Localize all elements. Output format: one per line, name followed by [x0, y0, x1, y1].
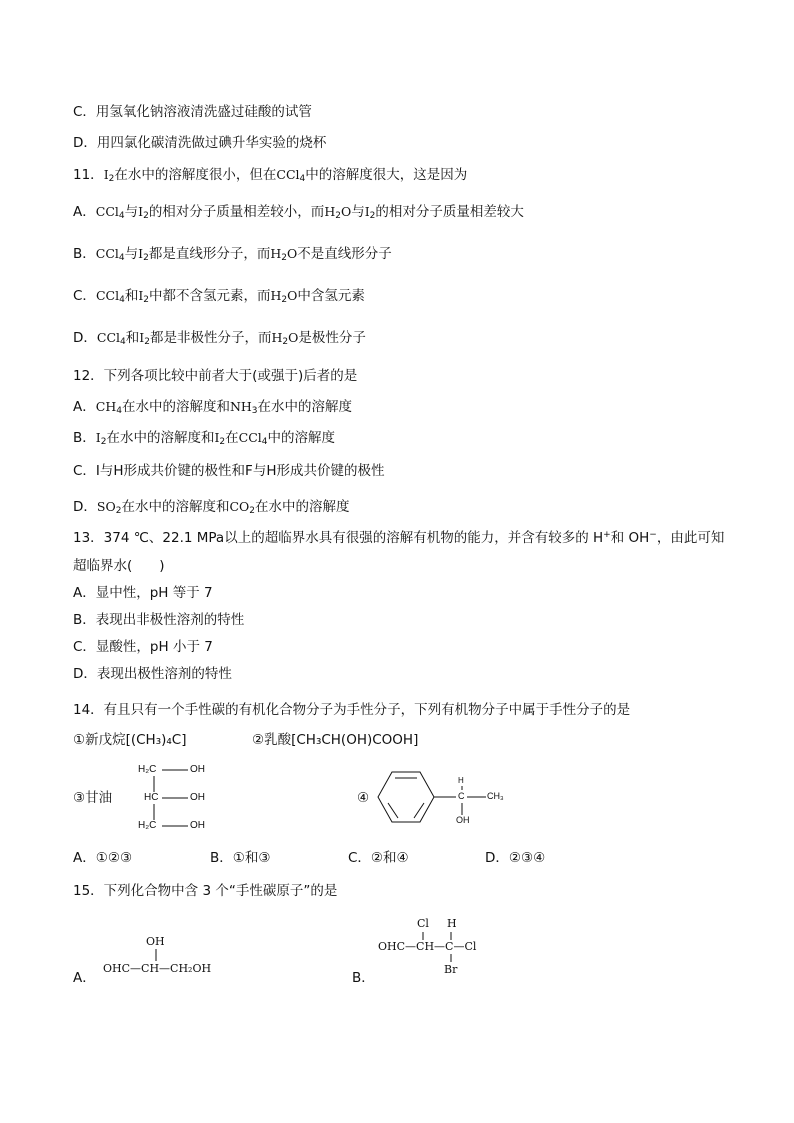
q11-option-c: C．CCl$_4$和$I_2$中都不含氢元素，而$H_2O$中含氢元素 [73, 288, 365, 305]
q11-option-d: D．CCl$_4$和$I_2$都是非极性分子，而$H_2O$是极性分子 [73, 330, 366, 347]
q11-stem: 11．$I_2$在水中的溶解度很小，但在CCl$_4$中的溶解度很大，这是因为 [73, 167, 468, 184]
q10-option-d: D．用四氯化碳清洗做过碘升华实验的烧杯 [73, 135, 327, 151]
q14-option-a: A．①②③ [73, 850, 133, 866]
q14-item-2: ②乳酸[CH₃CH(OH)COOH] [252, 732, 419, 748]
q14-option-c: C．②和④ [348, 850, 409, 866]
q13-option-b: B．表现出非极性溶剂的特性 [73, 612, 245, 628]
q14-stem: 14．有且只有一个手性碳的有机化合物分子为手性分子，下列有机物分子中属于手性分子的是 [73, 702, 631, 718]
q14-item-1: ①新戊烷[(CH₃)₄C] [73, 732, 187, 748]
q14-option-d: D．②③④ [485, 850, 546, 866]
q11-option-b: B．CCl$_4$与$I_2$都是直线形分子，而$H_2O$不是直线形分子 [73, 246, 392, 263]
q13-stem-line2: 超临界水( ) [73, 558, 165, 574]
q14-item-3-label: ③甘油 [73, 790, 113, 806]
q10-option-c: C．用氢氧化钠溶液清洗盛过硅酸的试管 [73, 104, 312, 120]
q13-option-a: A．显中性，pH 等于 7 [73, 585, 213, 601]
q12-option-b: B．$I_2$在水中的溶解度和$I_2$在CCl$_4$中的溶解度 [73, 430, 336, 447]
q13-option-c: C．显酸性，pH 小于 7 [73, 639, 213, 655]
q11-option-a: A．CCl$_4$与$I_2$的相对分子质量相差较小，而$H_2O$与$I_2$的相对分子质量相差较大 [73, 204, 524, 221]
q12-option-c: C．I与H形成共价键的极性和F与H形成共价键的极性 [73, 463, 385, 479]
q13-stem-line1: 13．374 ℃、22.1 MPa以上的超临界水具有很强的溶解有机物的能力，并含有较多的 H+和 OH−，由此可知 [73, 530, 725, 546]
q15-stem: 15．下列化合物中含 3 个“手性碳原子”的是 [73, 883, 338, 899]
q12-option-a: A．$CH_4$在水中的溶解度和$NH_3$在水中的溶解度 [73, 399, 353, 416]
q12-option-d: D．$SO_2$在水中的溶解度和$CO_2$在水中的溶解度 [73, 499, 350, 516]
q14-item-4-label: ④ [357, 790, 370, 806]
q12-stem: 12．下列各项比较中前者大于(或强于)后者的是 [73, 368, 358, 384]
q14-option-b: B．①和③ [210, 850, 271, 866]
q13-option-d: D．表现出极性溶剂的特性 [73, 666, 232, 682]
